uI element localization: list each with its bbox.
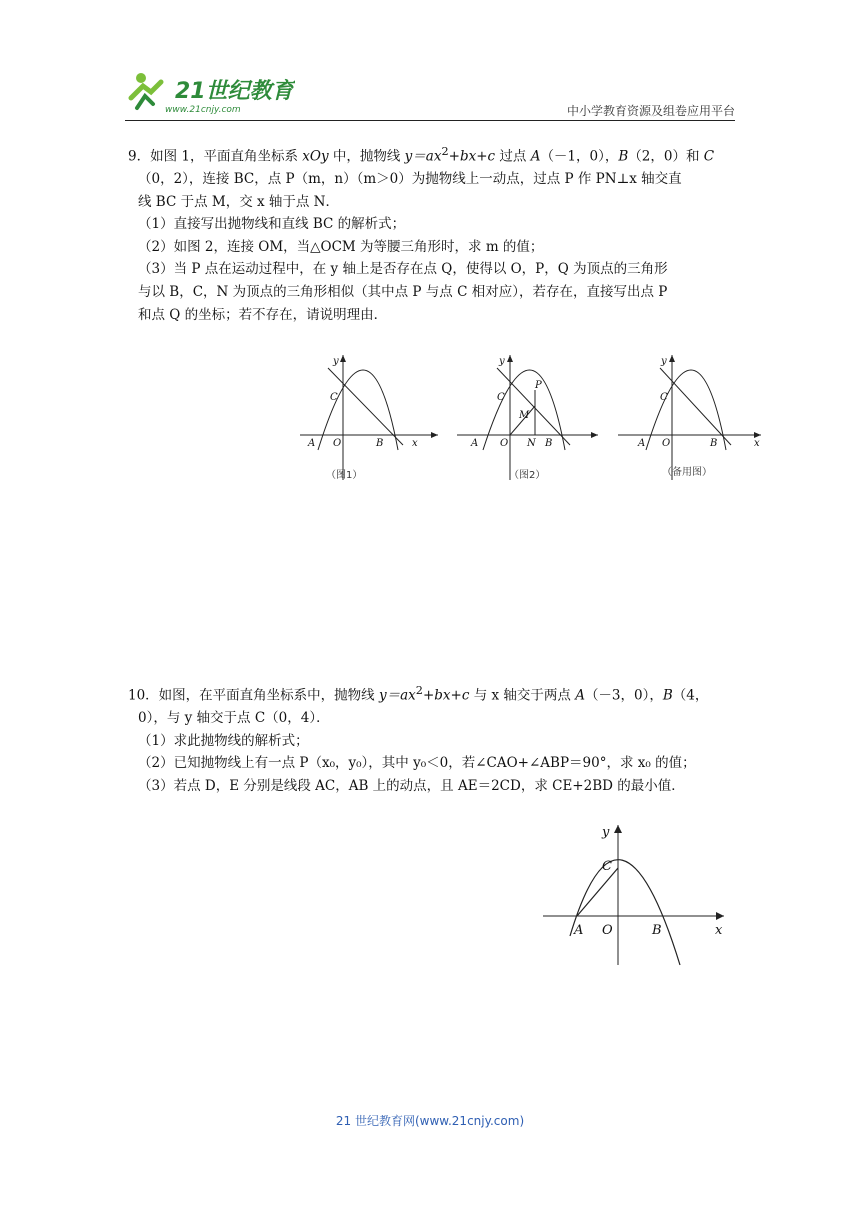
parabola — [570, 860, 680, 965]
label-b: B — [710, 438, 718, 449]
label-b: B — [376, 438, 384, 449]
label-o: O — [333, 438, 342, 449]
q10-part-2: （2）已知抛物线上有一点 P（x₀，y₀），其中 y₀＜0，若∠CAO+∠ABP＝90°，求 x₀ 的值； — [138, 755, 696, 772]
label-c: C — [602, 859, 612, 874]
label-b: B — [545, 438, 553, 449]
q9-figure-1 — [298, 350, 443, 485]
label-x: x — [754, 438, 760, 449]
svg-text:21世纪教育: 21世纪教育 — [175, 79, 294, 104]
q9-figure-2 — [455, 350, 603, 485]
label-p: P — [535, 380, 542, 391]
q9-line-3: 线 BC 于点 M，交 x 轴于点 N． — [138, 193, 339, 210]
q10-part-3: （3）若点 D，E 分别是线段 AC，AB 上的动点，且 AE＝2CD，求 CE+2BD 的最小值． — [138, 777, 685, 794]
parabola — [318, 370, 398, 450]
caption-spare: （备用图） — [662, 467, 712, 478]
label-n: N — [527, 438, 536, 449]
logo-21cnjy — [125, 68, 295, 116]
q9-line-2: （0，2），连接 BC，点 P（m，n）（m＞0）为抛物线上一动点，过点 P 作 PN⊥x 轴交直 — [138, 171, 682, 188]
label-a: A — [471, 438, 479, 449]
q10-line-2: 0），与 y 轴交于点 C（0，4）． — [138, 710, 330, 727]
label-y: y — [499, 356, 505, 367]
label-a: A — [638, 438, 646, 449]
label-y: y — [661, 356, 667, 367]
label-x: x — [715, 923, 723, 938]
q10-part-1: （1）求此抛物线的解析式； — [138, 732, 309, 749]
caption-fig2: （图2） — [509, 470, 546, 481]
q10-line-1: 10．如图，在平面直角坐标系中，抛物线 $y=ax^2+bx+c$ 与 x 轴交于两点 A（－3，0），B（4， — [128, 684, 709, 704]
label-x: x — [412, 438, 418, 449]
label-y: y — [333, 356, 339, 367]
label-o: O — [602, 923, 613, 938]
page-footer: 21 世纪教育网(www.21cnjy.com) — [335, 1114, 525, 1128]
label-y: y — [602, 825, 610, 840]
q9-line-1: 9．如图 1，平面直角坐标系 xOy 中，抛物线 $y=ax^2+bx+c$ 过点 A（－1，0），B（2，0）和 C — [128, 145, 715, 165]
page-header — [125, 66, 735, 122]
line-bc — [660, 368, 731, 445]
line-ac — [577, 868, 618, 916]
q10-figure — [540, 820, 730, 970]
q9-part-3-c: 和点 Q 的坐标；若不存在，请说明理由． — [138, 306, 388, 323]
question-9 — [128, 141, 742, 326]
q9-part-3-b: 与以 B，C，N 为顶点的三角形相似（其中点 P 与点 C 相对应），若存在，直接写出点 P — [138, 284, 668, 301]
line-bc — [497, 368, 570, 445]
header-divider — [125, 120, 735, 121]
label-m: M — [519, 410, 530, 421]
q9-figure-spare — [616, 350, 766, 485]
q9-part-2: （2）如图 2，连接 OM，当△OCM 为等腰三角形时，求 m 的值； — [138, 238, 544, 255]
label-c: C — [330, 392, 338, 403]
line-bc — [328, 368, 403, 445]
question-10 — [128, 680, 742, 797]
label-o: O — [662, 438, 671, 449]
q9-part-1: （1）直接写出抛物线和直线 BC 的解析式； — [138, 216, 406, 233]
label-a: A — [308, 438, 316, 449]
svg-text:www.21cnjy.com: www.21cnjy.com — [165, 105, 241, 115]
label-a: A — [574, 923, 584, 938]
label-c: C — [660, 392, 668, 403]
q9-part-3-a: （3）当 P 点在运动过程中，在 y 轴上是否存在点 Q，使得以 O，P，Q 为顶点的三角形 — [138, 261, 668, 278]
label-c: C — [497, 392, 505, 403]
label-o: O — [500, 438, 509, 449]
platform-title: 中小学教育资源及组卷应用平台 — [566, 104, 735, 118]
label-b: B — [652, 923, 662, 938]
caption-fig1: （图1） — [326, 470, 363, 481]
